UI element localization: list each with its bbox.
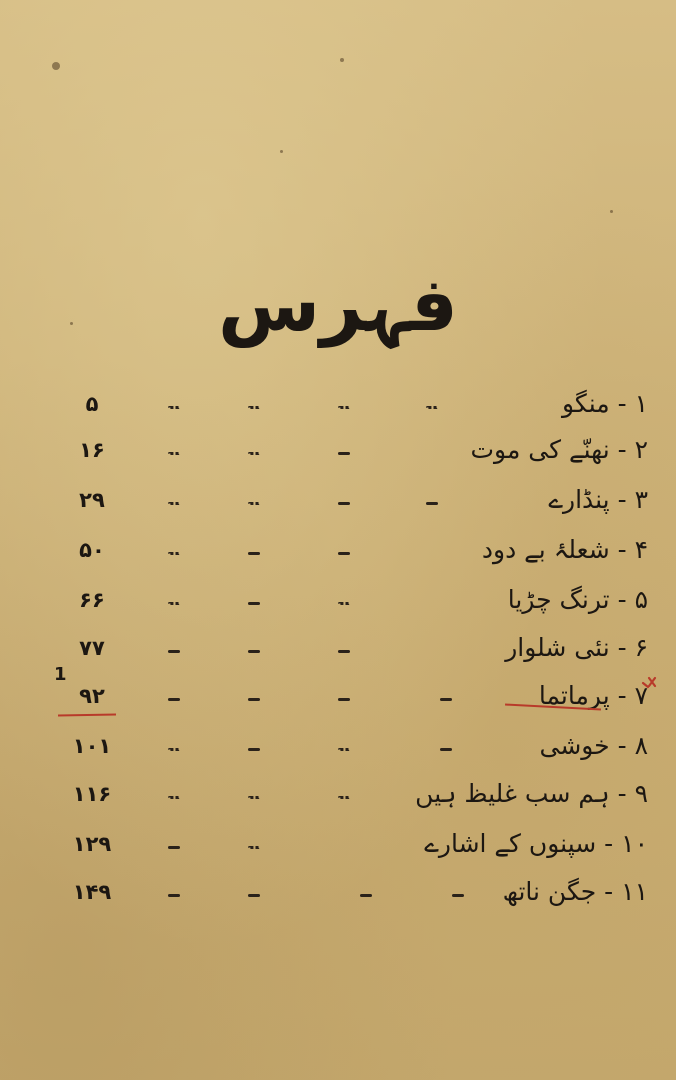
leader-dots <box>248 502 260 505</box>
toc-row <box>0 480 676 520</box>
leader-dots <box>168 796 180 799</box>
toc-row <box>0 676 676 716</box>
leader-dots <box>168 552 180 555</box>
paper-speck <box>280 150 283 153</box>
leader-dash <box>168 650 180 653</box>
toc-entry-title: ۱ - منگو <box>561 389 648 418</box>
toc-row <box>0 530 676 570</box>
leader-dash <box>248 552 260 555</box>
leader-dots <box>168 502 180 505</box>
toc-row <box>0 726 676 766</box>
toc-page-number: ۱۰۱ <box>72 734 112 758</box>
toc-entry-title: ۸ - خوشی <box>539 731 648 760</box>
red-underline-page-number <box>58 713 116 716</box>
paper-speck <box>52 62 60 70</box>
leader-dots <box>168 748 180 751</box>
leader-dash <box>248 894 260 897</box>
leader-dash <box>248 698 260 701</box>
toc-entry-title: ۵ - ترنگ چڑیا <box>507 585 648 614</box>
toc-page-number: ۲۹ <box>79 488 105 512</box>
leader-dash <box>168 846 180 849</box>
toc-row <box>0 580 676 620</box>
leader-dots <box>248 846 260 849</box>
leader-dash <box>440 698 452 701</box>
handwritten-mark: 1 <box>54 664 67 685</box>
toc-row <box>0 774 676 814</box>
leader-dots <box>168 406 180 409</box>
leader-dash <box>426 502 438 505</box>
toc-page-number: ۱۲۹ <box>72 832 112 856</box>
leader-dots <box>248 406 260 409</box>
toc-entry-title: ۱۰ - سپنوں کے اشارے <box>424 829 648 858</box>
toc-page-number: ۱۶ <box>79 438 105 462</box>
leader-dash <box>248 748 260 751</box>
paper-speck <box>610 210 613 213</box>
toc-page-number: ۵ <box>85 392 99 416</box>
leader-dots <box>168 452 180 455</box>
leader-dash <box>248 602 260 605</box>
toc-entry-title: ۶ - نئی شلوار <box>505 633 648 662</box>
leader-dash <box>338 650 350 653</box>
leader-dots <box>248 796 260 799</box>
leader-dash <box>248 650 260 653</box>
toc-row <box>0 384 676 424</box>
toc-page-number: ۱۱۶ <box>72 782 112 806</box>
toc-page-number: ۵۰ <box>79 538 105 562</box>
leader-dots <box>338 796 350 799</box>
toc-entry-title: ۷ - پرماتما <box>538 681 648 710</box>
leader-dash <box>338 698 350 701</box>
toc-row <box>0 430 676 470</box>
paper-speck <box>340 58 344 62</box>
leader-dots <box>338 748 350 751</box>
toc-page-number: ۹۲ <box>79 684 105 708</box>
toc-entry-title: ۱۱ - جگن ناتھ <box>502 877 648 906</box>
toc-row <box>0 824 676 864</box>
leader-dots <box>338 406 350 409</box>
leader-dots <box>338 602 350 605</box>
toc-page-number: ۱۴۹ <box>72 880 112 904</box>
leader-dash <box>440 748 452 751</box>
leader-dash <box>338 452 350 455</box>
toc-row <box>0 872 676 912</box>
leader-dash <box>452 894 464 897</box>
leader-dots <box>248 452 260 455</box>
leader-dash <box>338 502 350 505</box>
leader-dots <box>426 406 438 409</box>
leader-dash <box>168 894 180 897</box>
toc-row <box>0 628 676 668</box>
toc-entry-title: ۳ - پنڈارے <box>548 485 648 514</box>
leader-dash <box>360 894 372 897</box>
toc-entry-title: ۲ - نھنّے کی موت <box>470 435 648 464</box>
leader-dots <box>168 602 180 605</box>
leader-dash <box>338 552 350 555</box>
toc-page-number: ۷۷ <box>79 636 105 660</box>
toc-entry-title: ۹ - ہم سب غلیظ ہیں <box>415 779 648 808</box>
toc-page-number: ۶۶ <box>79 588 105 612</box>
red-check-icon <box>640 672 662 694</box>
page-title: فہرس <box>218 262 458 348</box>
leader-dash <box>168 698 180 701</box>
toc-entry-title: ۴ - شعلۂ بے دود <box>481 535 648 564</box>
